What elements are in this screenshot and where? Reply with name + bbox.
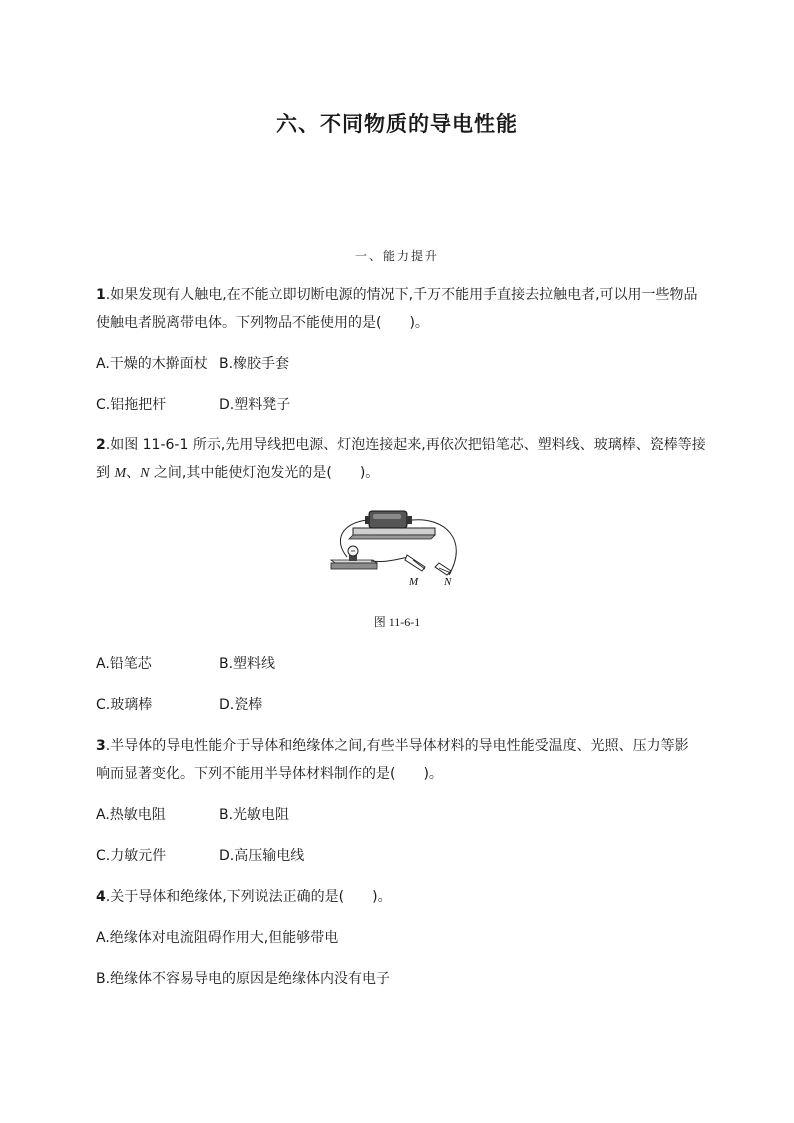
question-1-option-a: A.干燥的木擀面杖 [96, 356, 208, 372]
bulb-board-front [331, 563, 377, 569]
figure-caption: 图 11-6-1 [373, 615, 421, 629]
figure-label-m: M [409, 576, 419, 588]
clip-n [435, 563, 451, 575]
question-3-option-c: C.力敏元件 [96, 848, 167, 864]
battery-highlight [373, 514, 401, 519]
question-1-number: 1 [96, 287, 106, 303]
question-2-number: 2 [96, 437, 106, 453]
question-1-line-1 [96, 285, 698, 305]
battery-body [369, 511, 407, 528]
question-4-option-a: A.绝缘体对电流阻碍作用大,但能够带电 [96, 930, 339, 946]
page-title: 六、不同物质的导电性能 [276, 112, 518, 136]
question-2-text-2b: 之间,其中能使灯泡发光的是( )。 [149, 465, 380, 481]
question-2-line-2 [96, 463, 379, 484]
question-1-option-c: C.铝拖把杆 [96, 397, 167, 413]
question-1-line-2: 使触电者脱离带电体。下列物品不能使用的是( )。 [96, 315, 429, 331]
question-3-option-d: D.高压输电线 [219, 848, 305, 864]
label-n: N [140, 466, 150, 481]
circuit-figure [327, 505, 467, 595]
question-2-option-c: C.玻璃棒 [96, 697, 153, 713]
question-3-line-1 [96, 736, 689, 756]
question-3-number: 3 [96, 738, 106, 754]
question-3-option-b: B.光敏电阻 [219, 807, 290, 823]
clip-m [405, 555, 425, 571]
question-4-option-b: B.绝缘体不容易导电的原因是绝缘体内没有电子 [96, 971, 391, 987]
question-2-option-d: D.瓷棒 [219, 697, 263, 713]
question-4-number: 4 [96, 889, 106, 905]
question-2-option-a: A.铅笔芯 [96, 656, 152, 672]
question-2-text-1: .如图 11-6-1 所示,先用导线把电源、灯泡连接起来,再依次把铅笔芯、塑料线、玻璃棒、瓷棒等接 [105, 437, 706, 453]
question-1-text-1: .如果发现有人触电,在不能立即切断电源的情况下,千万不能用手直接去拉触电者,可以用一些物品 [105, 287, 698, 303]
question-2-option-b: B.塑料线 [219, 656, 276, 672]
wire-bulb-to-m [371, 557, 409, 562]
question-2-line-1 [96, 435, 706, 455]
question-1-option-b: B.橡胶手套 [219, 356, 290, 372]
section-heading: 一、能力提升 [354, 249, 439, 263]
battery-base [353, 528, 435, 535]
battery-base-side [349, 535, 435, 539]
question-3-line-2: 响而显著变化。下列不能用半导体材料制作的是( )。 [96, 766, 443, 782]
question-1-option-d: D.塑料凳子 [219, 397, 291, 413]
question-3-option-a: A.热敏电阻 [96, 807, 166, 823]
question-3-text-1: .半导体的导电性能介于导体和绝缘体之间,有些半导体材料的导电性能受温度、光照、压力等影 [105, 738, 689, 754]
separator: 、 [126, 465, 141, 481]
question-4-line-1 [96, 887, 392, 907]
battery-terminal-right [407, 516, 412, 524]
figure-label-n: N [444, 576, 452, 588]
question-2-text-2a: 到 [96, 465, 115, 481]
question-4-text-1: .关于导体和绝缘体,下列说法正确的是( )。 [105, 889, 392, 905]
label-m: M [114, 466, 127, 481]
